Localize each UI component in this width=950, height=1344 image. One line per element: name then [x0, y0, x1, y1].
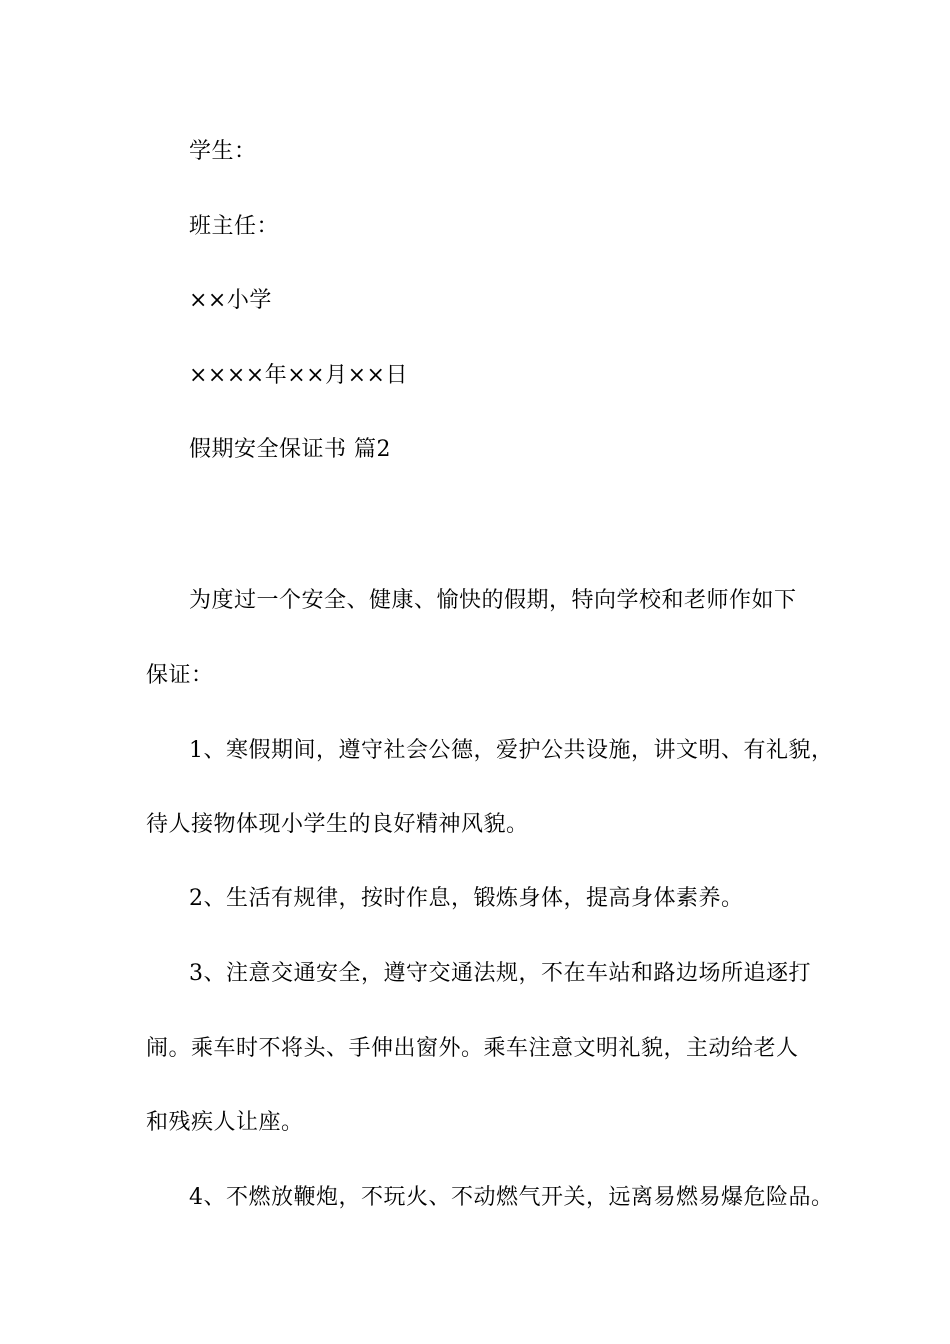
student-signature-label: 学生： — [189, 139, 257, 164]
school-name: ××小学 — [189, 288, 272, 313]
item-3-line: 闹。乘车时不将头、手伸出窗外。乘车注意文明礼貌，主动给老人 — [146, 1036, 799, 1061]
item-3-line: 和残疾人让座。 — [146, 1110, 304, 1135]
item-1-line: 1、寒假期间，遵守社会公德，爱护公共设施，讲文明、有礼貌， — [189, 738, 834, 763]
section-title: 假期安全保证书 篇2 — [189, 437, 391, 462]
item-2-line: 2、生活有规律，按时作息，锻炼身体，提高身体素养。 — [189, 886, 744, 911]
teacher-signature-label: 班主任： — [189, 214, 280, 239]
intro-paragraph-line: 保证： — [146, 663, 214, 688]
item-4-line: 4、不燃放鞭炮，不玩火、不动燃气开关，远离易燃易爆危险品。 — [189, 1185, 834, 1210]
item-1-line: 待人接物体现小学生的良好精神风貌。 — [146, 812, 529, 837]
item-3-line: 3、注意交通安全，遵守交通法规，不在车站和路边场所追逐打 — [189, 961, 811, 986]
intro-paragraph-line: 为度过一个安全、健康、愉快的假期，特向学校和老师作如下 — [189, 588, 797, 613]
signature-date: ××××年××月××日 — [189, 363, 408, 388]
